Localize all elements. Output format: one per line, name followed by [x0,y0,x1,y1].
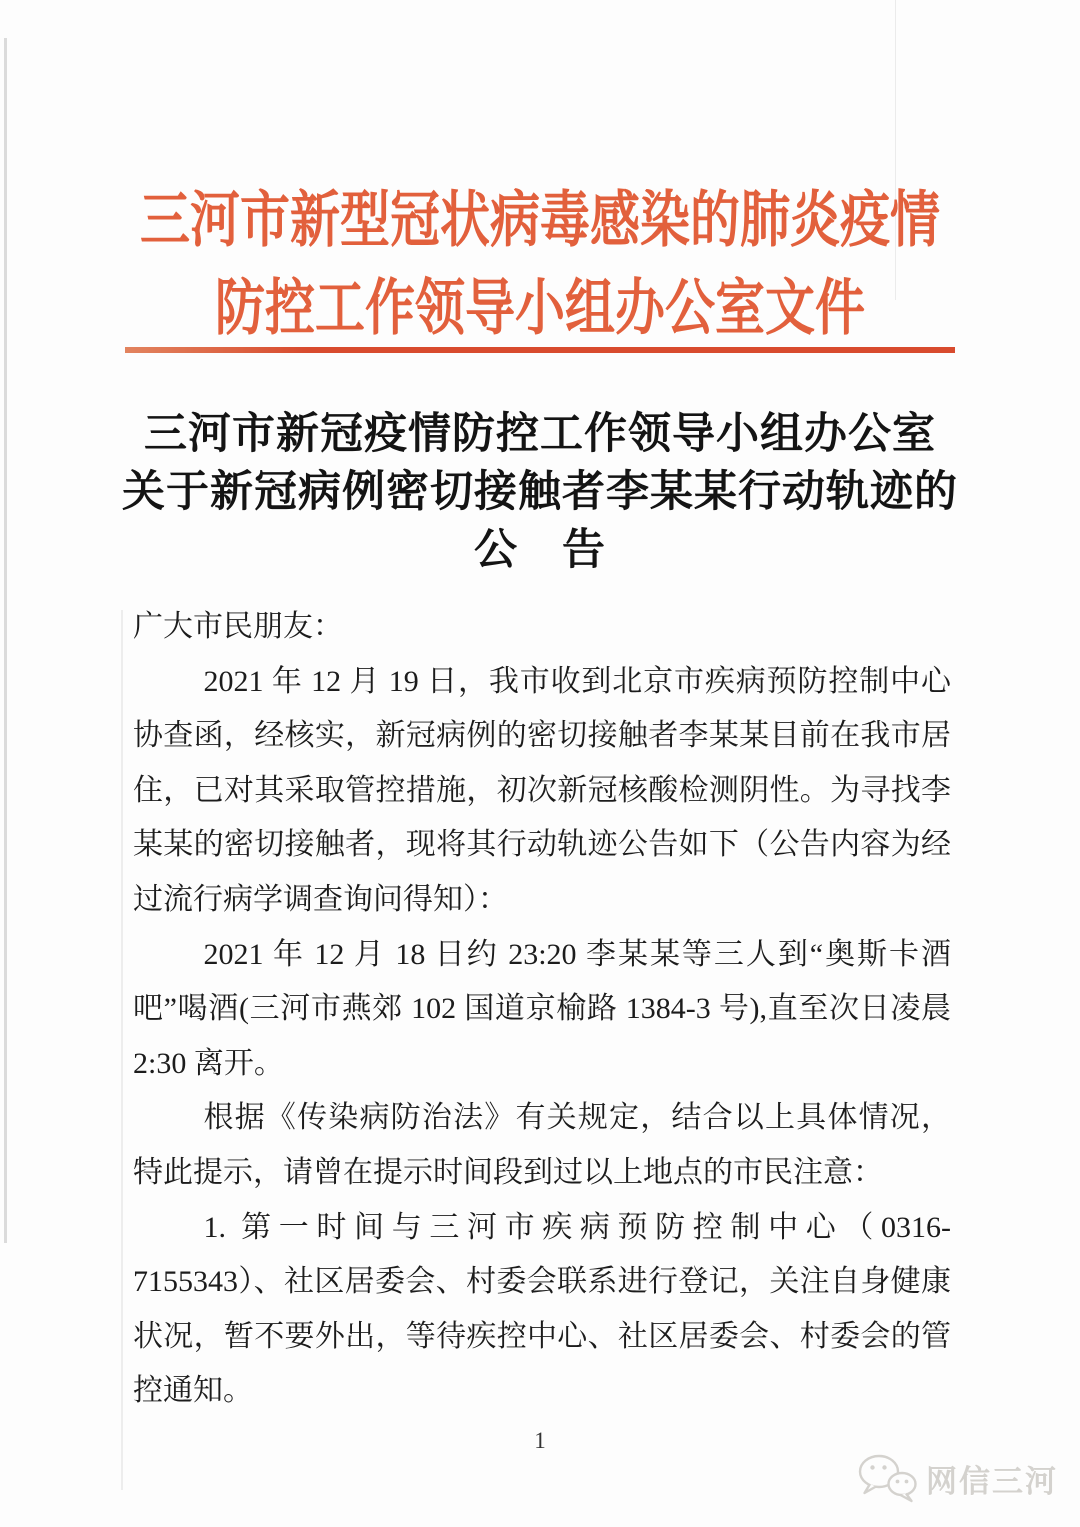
watermark-label: 网信三河 [926,1463,1058,1499]
notice-title-line3: 公 告 [474,527,606,574]
notice-body [133,600,951,1419]
wechat-icon [855,1452,919,1504]
paragraph: 根据《传染病防治法》有关规定，结合以上具体情况，特此提示，请曾在提示时间段到过以上地点的市民注意： [133,1101,951,1189]
paragraph: 1. 第一时间与三河市疾病预防控制中心（0316-7155343）、社区居委会、村委会联系进行登记，关注自身健康状况，暂不要外出，等待疾控中心、社区居委会、村委会的管控通知。 [133,1210,951,1408]
letterhead-title-line2: 防控工作领导小组办公室文件 [215,273,865,342]
paragraph: 2021 年 12 月 18 日约 23:20 李某某等三人到“奥斯卡酒吧”喝酒(三河市燕郊 102 国道京榆路 1384-3 号),直至次日凌晨 2:30 离开。 [133,937,951,1080]
letterhead-title-line1: 三河市新型冠状病毒感染的肺炎疫情 [140,185,940,255]
paragraph: 2021 年 12 月 19 日，我市收到北京市疾病预防控制中心协查函，经核实，新冠病例的密切接触者李某某目前在我市居住，已对其采取管控措施，初次新冠核酸检测阴性。为寻找李某某的密切接触者，现将其行动轨迹公告如下（公告内容为经过流行病学调查询问得知）： [133,664,951,916]
notice-title-line1: 三河市新冠疫情防控工作领导小组办公室 [144,411,936,458]
scan-artifact-crease [121,610,123,1490]
notice-title-line2: 关于新冠病例密切接触者李某某行动轨迹的 [122,469,958,516]
notice-title [0,406,1080,580]
salutation: 广大市民朋友： [133,610,343,643]
letterhead [0,176,1080,352]
watermark [855,1452,1058,1504]
letterhead-rule [125,347,955,353]
page-number: 1 [534,1428,546,1453]
